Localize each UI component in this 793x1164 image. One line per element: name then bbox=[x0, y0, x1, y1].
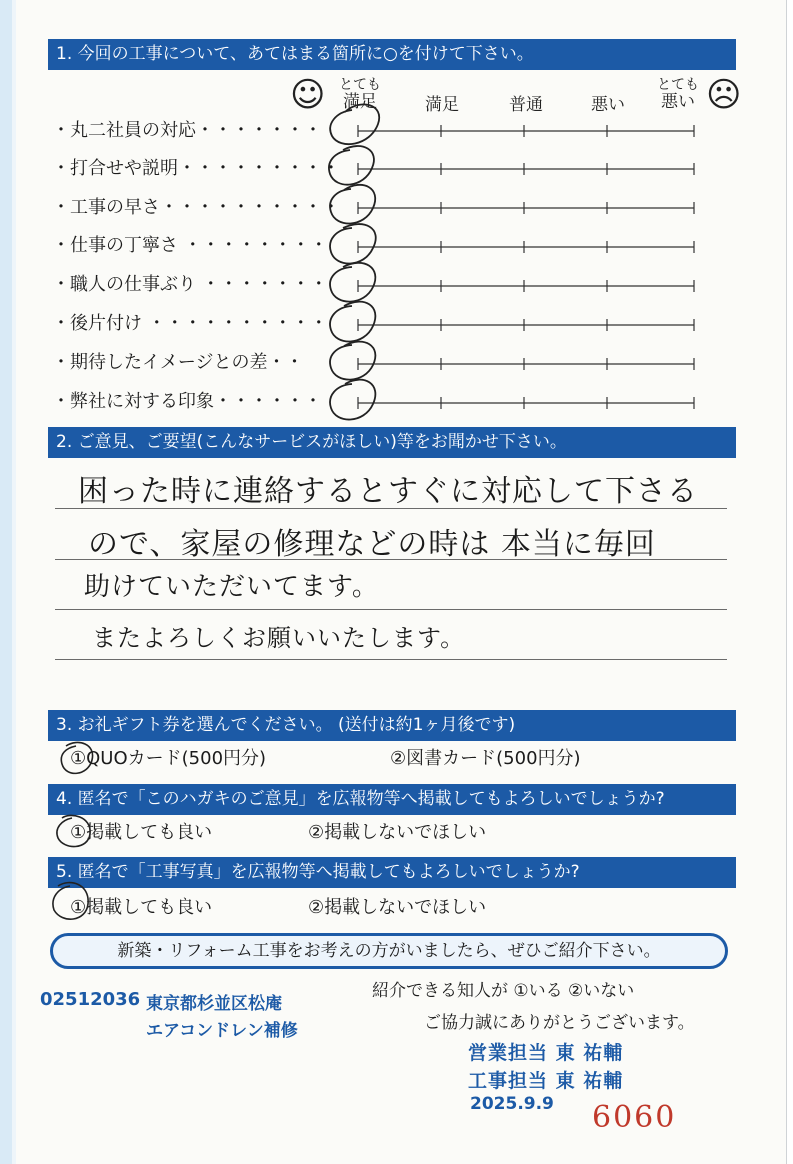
scale-label-satisfied: 満足 bbox=[425, 95, 459, 115]
scale-label-line: 満足 bbox=[343, 92, 377, 112]
handwritten-number: 6060 bbox=[592, 1100, 677, 1135]
referral-banner: 新築・リフォーム工事をお考えの方がいましたら、ぜひご紹介下さい。 bbox=[50, 933, 728, 969]
scale-label-bad: 悪い bbox=[591, 95, 625, 115]
sales-staff: 営業担当 東 祐輔 bbox=[468, 1042, 624, 1064]
rating-row-line bbox=[358, 131, 694, 403]
handwritten-comment-line-3: 助けていただいてます。 bbox=[84, 572, 379, 602]
survey-date: 2025.9.9 bbox=[470, 1094, 554, 1114]
gift-option-quo[interactable]: ①QUOカード(500円分) bbox=[70, 748, 267, 769]
rating-item-care: ・仕事の丁寧さ ・・・・・・・・ bbox=[52, 235, 328, 256]
section4-title-bar: 4. 匿名で「このハガキのご意見」を広報物等へ掲載してもよろしいでしょうか? bbox=[48, 784, 736, 815]
section2-title-bar: 2. ご意見、ご要望(こんなサービスがほしい)等をお聞かせ下さい。 bbox=[48, 427, 736, 458]
rating-circle bbox=[330, 185, 375, 224]
section1-title-bar: 1. 今回の工事について、あてはまる箇所に○を付けて下さい。 bbox=[48, 39, 736, 70]
scale-label-neutral: 普通 bbox=[509, 95, 543, 115]
section5-title-bar: 5. 匿名で「工事写真」を広報物等へ掲載してもよろしいでしょうか? bbox=[48, 857, 736, 888]
rating-item-expectation: ・期待したイメージとの差・・ bbox=[52, 352, 304, 373]
handwritten-comment-line-4: またよろしくお願いいたします。 bbox=[92, 624, 466, 652]
rating-circle bbox=[329, 146, 374, 185]
scale-label-line: とても bbox=[657, 77, 699, 93]
rating-item-speed: ・工事の早さ・・・・・・・・・・ bbox=[52, 197, 340, 218]
rating-circle bbox=[330, 263, 375, 302]
rating-item-impression: ・弊社に対する印象・・・・・・ bbox=[52, 391, 322, 412]
comment-publish-yes[interactable]: ①掲載しても良い bbox=[70, 822, 213, 843]
rating-item-explanation: ・打合せや説明・・・・・・・・・ bbox=[52, 158, 340, 179]
happy-face-icon: ☺ bbox=[290, 75, 326, 115]
writing-line bbox=[55, 659, 727, 660]
rating-circle bbox=[330, 342, 375, 380]
handwritten-comment-line-2: ので、家屋の修理などの時は 本当に毎回 bbox=[88, 527, 656, 562]
rating-item-staff-response: ・丸二社員の対応・・・・・・・ bbox=[52, 120, 322, 141]
section3-title-bar: 3. お礼ギフト券を選んでください。 (送付は約1ヶ月後です) bbox=[48, 710, 736, 741]
gift-option-tosho[interactable]: ②図書カード(500円分) bbox=[390, 748, 581, 769]
customer-address: 東京都杉並区松庵 bbox=[146, 994, 282, 1014]
photo-publish-no[interactable]: ②掲載しないでほしい bbox=[308, 897, 487, 918]
rating-scale-grid bbox=[0, 0, 793, 430]
comment-publish-no[interactable]: ②掲載しないでほしい bbox=[308, 822, 487, 843]
rating-item-cleanup: ・後片付け ・・・・・・・・・・ bbox=[52, 313, 328, 334]
work-description: エアコンドレン補修 bbox=[146, 1021, 298, 1041]
scale-label-line: とても bbox=[339, 77, 381, 93]
handwritten-comment-line-1: 困った時に連絡するとすぐに対応して下さる bbox=[78, 474, 698, 509]
photo-publish-yes[interactable]: ①掲載しても良い bbox=[70, 897, 213, 918]
referral-question: 紹介できる知人が ①いる ②いない bbox=[372, 981, 635, 1001]
sad-face-icon: ☹ bbox=[706, 75, 742, 115]
rating-item-craftsmanship: ・職人の仕事ぶり ・・・・・・・ bbox=[52, 274, 328, 295]
rating-circle bbox=[330, 104, 379, 144]
rating-circle bbox=[330, 224, 376, 263]
construction-staff: 工事担当 東 祐輔 bbox=[468, 1070, 624, 1092]
rating-circle bbox=[330, 302, 375, 342]
handwritten-rating-circles bbox=[329, 104, 379, 419]
customer-code: 02512036 bbox=[40, 989, 141, 1010]
scale-label-line: 悪い bbox=[661, 92, 695, 112]
rating-circle bbox=[330, 380, 375, 420]
writing-line bbox=[55, 609, 727, 610]
thank-you-text: ご協力誠にありがとうございます。 bbox=[424, 1013, 695, 1033]
